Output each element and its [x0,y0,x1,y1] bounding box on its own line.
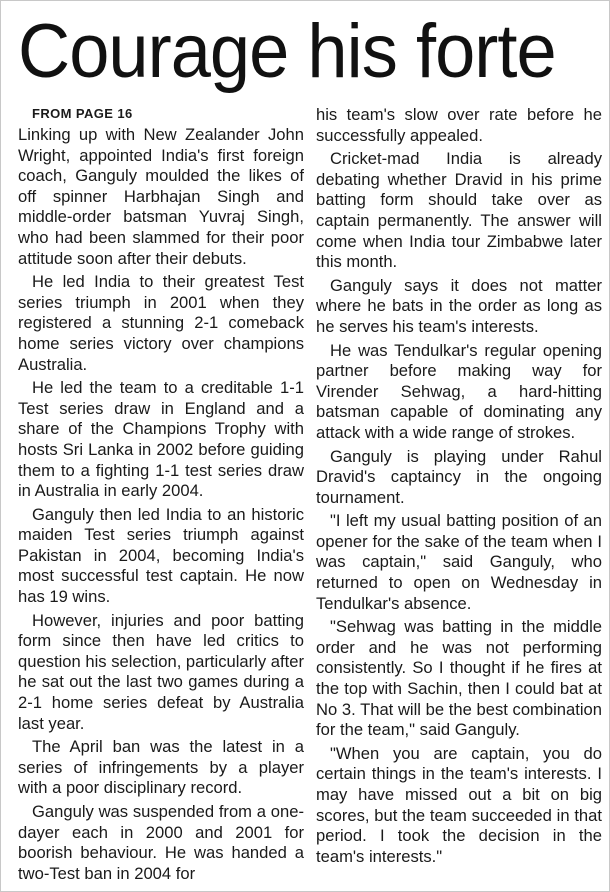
paragraph: Ganguly says it does not matter where he bats in the order as long as he serves his team's interests. [316,275,602,336]
paragraph: Cricket-mad India is already debating whether Dravid in his prime batting form should take over as captain permanently. The answer will come when India tour Zimbabwe later this month. [316,149,602,272]
paragraph: He led the team to a creditable 1-1 Test series draw in England and a share of the Champions Trophy with hosts Sri Lanka in 2002 before guiding them to a fighting 1-1 test series draw in Australia in early 2004. [18,378,304,501]
paragraph: Ganguly was suspended from a one-dayer each in 2000 and 2001 for boorish behaviour. He was handed a two-Test ban in 2004 for [18,802,304,883]
paragraph: However, injuries and poor batting form since then have led critics to question his selection, particularly after he sat out the last two games during a 2-1 home series defeat by Australia last year. [18,610,304,733]
paragraph: Ganguly is playing under Rahul Dravid's captaincy in the ongoing tournament. [316,446,602,507]
right-column [316,105,602,887]
paragraph: "When you are captain, you do certain things in the team's interests. I may have missed out a bit on big scores, but the team succeeded in that period. I took the decision in the team's interests." [316,743,602,866]
paragraph: his team's slow over rate before he successfully appealed. [316,105,602,145]
headline: Courage his forte [18,9,556,94]
paragraph: "I left my usual batting position of an opener for the sake of the team when I was captain," said Ganguly, who returned to open on Wednesday in Tendulkar's absence. [316,511,602,613]
article-body [18,105,602,887]
paragraph: Ganguly then led India to an historic maiden Test series triumph against Pakistan in 2004, becoming India's most successful test captain. He now has 19 wins. [18,504,304,607]
kicker: FROM PAGE 16 [32,106,133,121]
paragraph: Linking up with New Zealander John Wright, appointed India's first foreign coach, Ganguly moulded the likes of off spinner Harbhajan Singh and middle-order batsman Yuvraj Singh, who had been slammed for their poor attitude soon after their debuts. [18,125,304,268]
paragraph: He led India to their greatest Test series triumph in 2001 when they registered a stunning 2-1 comeback home series victory over champions Australia. [18,272,304,374]
paragraph: The April ban was the latest in a series of infringements by a player with a poor disciplinary record. [18,737,304,798]
paragraph: He was Tendulkar's regular opening partner before making way for Virender Sehwag, a hard-hitting batsman capable of dominating any attack with a wide range of strokes. [316,340,602,442]
left-column [18,105,304,887]
paragraph: "Sehwag was batting in the middle order and he was not performing consistently. So I thought if he fires at the top with Sachin, then I could bat at No 3. That will be the best combination for the team," said Ganguly. [316,617,602,740]
